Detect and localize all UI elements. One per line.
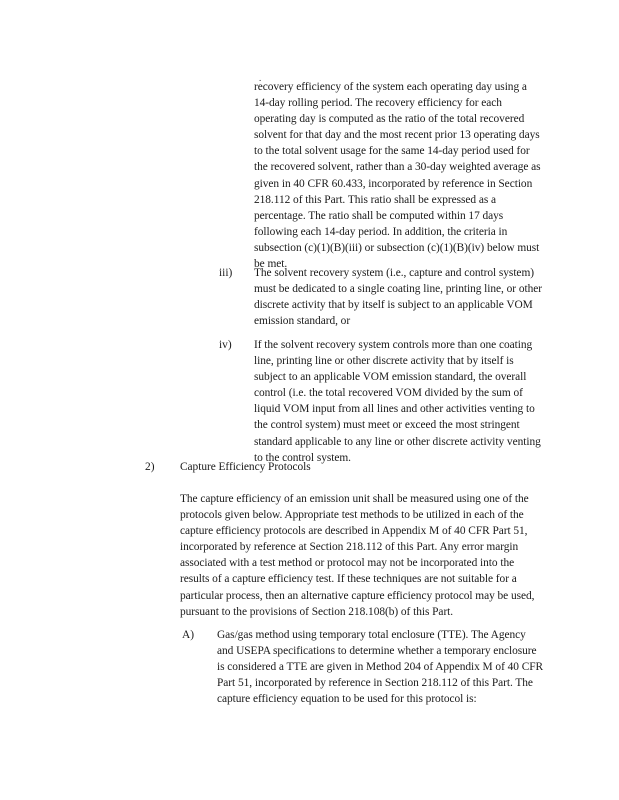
section-body-text: The capture efficiency of an emission unit shall be measured using one of the protocols given below. Appropriate test methods to be utilized in each of the capture efficiency protocols are described in Appendix M of 40 CFR Part 51, incorporated by reference at Section 218.112 of this Part. Any error margin associated with a test method or protocol may not be incorporated into the results of a capture efficiency test. If these techniques are not suitable for a particular process, then an alternative capture efficiency protocol may be used, pursuant to the provisions of Section 218.108(b) of this Part. bbox=[180, 493, 535, 618]
item-iii-text: The solvent recovery system (i.e., capture and control system) must be dedicated to a single coating line, printing line, or other discrete activity that by itself is subject to an applicable VOM emission standard, or bbox=[254, 267, 542, 328]
section-number: 2) bbox=[145, 461, 155, 473]
item-marker-iii: iii) bbox=[219, 267, 233, 279]
sub-item-a-text: Gas/gas method using temporary total enclosure (TTE). The Agency and USEPA specifications to determine whether a temporary enclosure is considered a TTE are given in Method 204 of Appendix M of 40 CFR Part 51, incorporated by reference in Section 218.112 of this Part. The capture efficiency equation to be used for this protocol is: bbox=[217, 629, 544, 706]
item-iv-text: If the solvent recovery system controls more than one coating line, printing line or other discrete activity that by itself is subject to an applicable VOM emission standard, the overall control (i.e. the total recovered VOM divided by the sum of liquid VOM input from all lines and other activities venting to the control system) must meet or exceed the most stringent standard applicable to any line or other discrete activity venting to the control system. bbox=[254, 339, 541, 464]
item-iii-paragraph bbox=[254, 265, 544, 329]
item-marker-iv: iv) bbox=[219, 339, 232, 351]
sub-item-a-paragraph bbox=[217, 627, 544, 707]
section-heading bbox=[180, 459, 480, 475]
section-heading-text: Capture Efficiency Protocols bbox=[180, 461, 311, 473]
stray-mark: . bbox=[259, 73, 262, 83]
sub-item-marker-a: A) bbox=[182, 629, 195, 641]
continuation-paragraph bbox=[254, 79, 544, 272]
continuation-text: recovery efficiency of the system each operating day using a 14-day rolling period. The recovery efficiency for each operating day is computed as the ratio of the total recovered solvent for that day and the most recent prior 13 operating days to the total solvent usage for the same 14-day period used for the recovered solvent, rather than a 30-day weighted average as given in 40 CFR 60.433, incorporated by reference in Section 218.112 of this Part. This ratio shall be expressed as a percentage. The ratio shall be computed within 17 days following each 14-day period. In addition, the criteria in subsection (c)(1)(B)(iii) or subsection (c)(1)(B)(iv) below must be met. bbox=[254, 81, 541, 271]
item-iv-paragraph bbox=[254, 337, 544, 466]
section-body-paragraph bbox=[180, 491, 545, 620]
